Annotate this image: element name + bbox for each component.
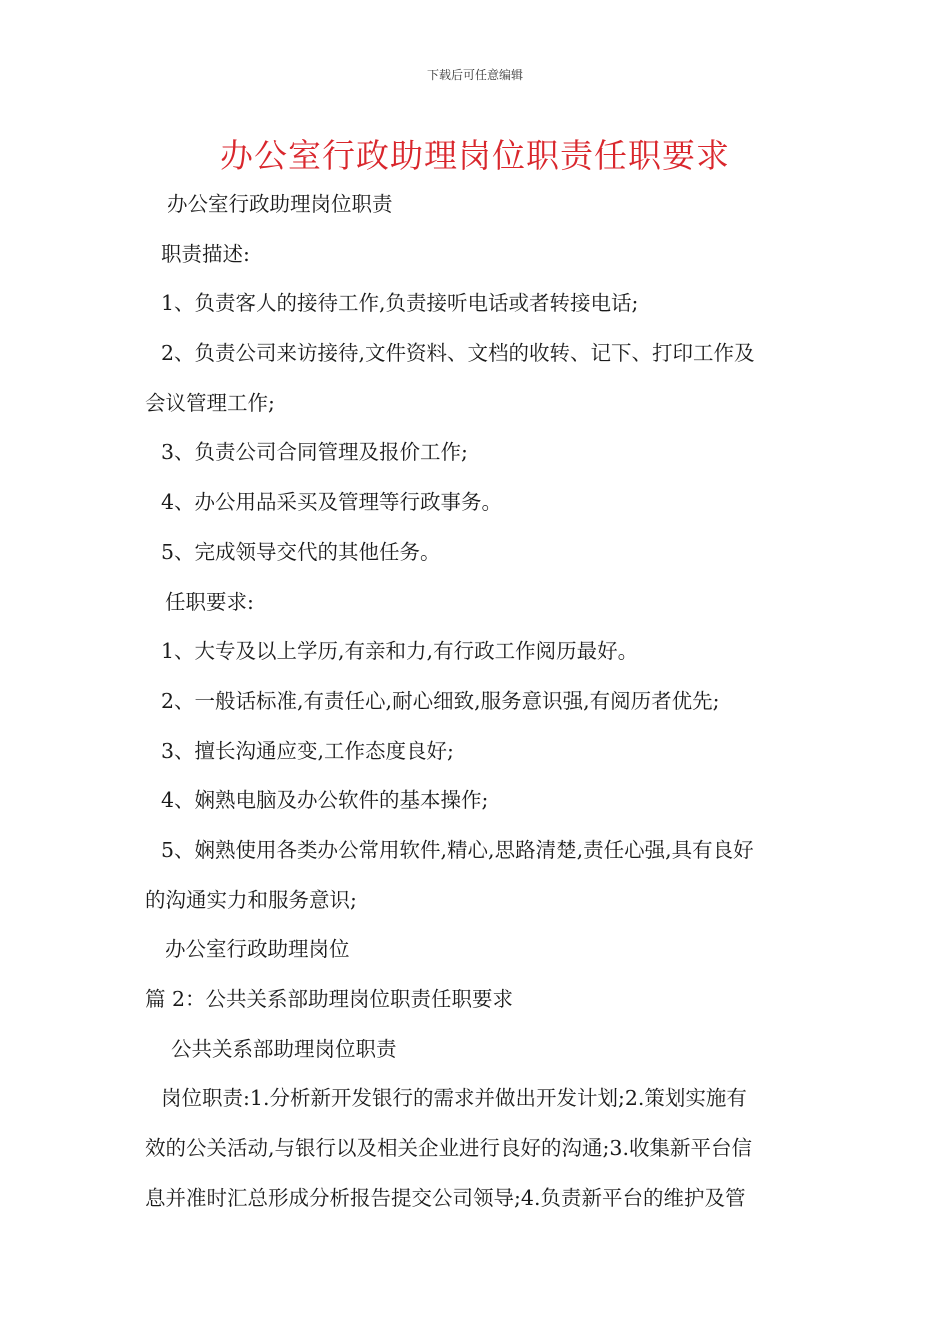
paragraph-line: 3、擅长沟通应变,工作态度良好; <box>161 738 454 763</box>
chapter-heading: 篇 2：公共关系部助理岗位职责任职要求 <box>145 987 514 1011</box>
paragraph-line: 5、完成领导交代的其他任务。 <box>161 539 441 564</box>
section-heading: 办公室行政助理岗位 <box>165 937 350 962</box>
paragraph-line: 岗位职责:1.分析新开发银行的需求并做出开发计划;2.策划实施有 <box>161 1086 747 1111</box>
paragraph-line: 1、大专及以上学历,有亲和力,有行政工作阅历最好。 <box>161 639 639 664</box>
section-heading: 公共关系部助理岗位职责 <box>171 1036 397 1061</box>
paragraph-line: 效的公关活动,与银行以及相关企业进行良好的沟通;3.收集新平台信 <box>145 1136 752 1161</box>
subheading: 任职要求: <box>165 589 254 614</box>
paragraph-line: 的沟通实力和服务意识; <box>145 887 357 912</box>
paragraph-line: 息并准时汇总形成分析报告提交公司领导;4.负责新平台的维护及管 <box>145 1185 746 1210</box>
document-title: 办公室行政助理岗位职责任职要求 <box>220 136 730 175</box>
header-note: 下载后可任意编辑 <box>426 68 523 82</box>
paragraph-line: 1、负责客人的接待工作,负责接听电话或者转接电话; <box>161 291 639 316</box>
paragraph-line: 2、一般话标准,有责任心,耐心细致,服务意识强,有阅历者优先; <box>161 688 720 713</box>
paragraph-line: 2、负责公司来访接待,文件资料、文档的收转、记下、打印工作及 <box>161 341 755 366</box>
paragraph-line: 3、负责公司合同管理及报价工作; <box>161 440 468 465</box>
paragraph-line: 会议管理工作; <box>145 390 275 415</box>
section-heading: 办公室行政助理岗位职责 <box>167 192 393 216</box>
document-body <box>145 180 810 1223</box>
paragraph-line: 4、办公用品采买及管理等行政事务。 <box>161 490 503 515</box>
paragraph-line: 5、娴熟使用各类办公常用软件,精心,思路清楚,责任心强,具有良好 <box>161 837 754 862</box>
subheading: 职责描述: <box>161 241 250 266</box>
paragraph-line: 4、娴熟电脑及办公软件的基本操作; <box>161 788 489 813</box>
